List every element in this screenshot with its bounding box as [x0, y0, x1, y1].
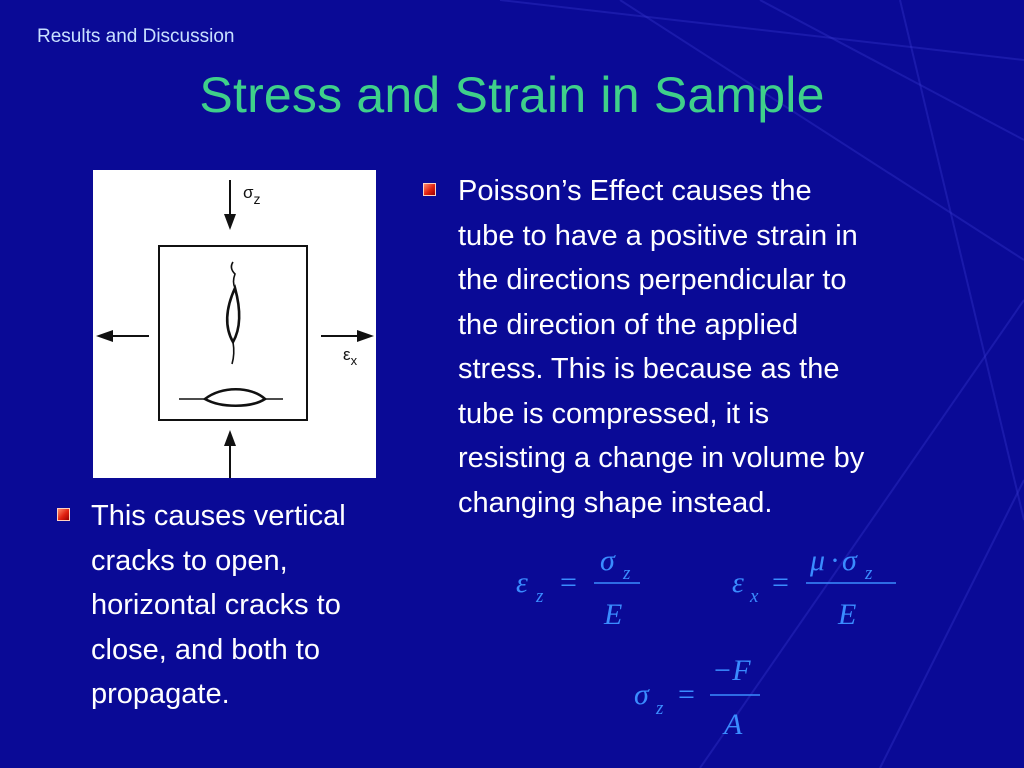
bottom-arrow	[224, 430, 236, 478]
text-line: the directions perpendicular to	[458, 264, 847, 296]
svg-text:z: z	[536, 586, 544, 607]
vertical-crack	[227, 262, 239, 364]
slide-title: Stress and Strain in Sample	[199, 67, 825, 123]
svg-text:ε: ε	[732, 566, 744, 599]
svg-text:σ: σ	[634, 678, 649, 711]
text-line: This causes vertical	[91, 500, 346, 532]
text-line: stress. This is because as the	[458, 353, 840, 385]
text-line: the direction of the applied	[458, 308, 799, 341]
horizontal-crack	[179, 389, 283, 406]
sigma-label: $\sigma_z$	[243, 183, 261, 207]
svg-text:E: E	[838, 598, 857, 631]
epsilon-label: $\varepsilon_x$	[343, 345, 358, 368]
svg-text:−F: −F	[712, 654, 751, 687]
svg-text:·: ·	[830, 544, 840, 577]
cracks-text	[91, 494, 431, 717]
stress-diagram	[93, 170, 376, 478]
text-line: cracks to open,	[91, 544, 288, 577]
text-line: tube is compressed, it is	[458, 397, 770, 430]
poisson-effect-text	[458, 169, 998, 525]
svg-text:A: A	[724, 708, 743, 741]
svg-text:=: =	[678, 678, 695, 711]
bullet-marker	[57, 508, 70, 521]
left-arrow	[96, 330, 149, 342]
bullet-marker	[423, 183, 436, 196]
text-line: horizontal cracks to	[91, 589, 341, 621]
svg-text:E: E	[604, 598, 623, 631]
svg-text:ε: ε	[516, 566, 528, 599]
svg-text:x: x	[750, 586, 759, 607]
svg-text:z: z	[623, 563, 631, 584]
svg-text:z: z	[865, 563, 873, 584]
svg-text:=: =	[772, 566, 789, 599]
svg-text:σ: σ	[842, 544, 857, 577]
svg-text:=: =	[560, 566, 577, 599]
equation-stress	[628, 648, 778, 743]
text-line: tube to have a positive strain in	[458, 219, 858, 252]
text-line: changing shape instead.	[458, 486, 773, 519]
equation-strain-x	[726, 540, 906, 635]
svg-text:μ: μ	[810, 544, 826, 577]
svg-text:z: z	[656, 698, 664, 719]
section-label: Results and Discussion	[37, 26, 235, 47]
text-line: resisting a change in volume by	[458, 442, 865, 474]
text-line: propagate.	[91, 678, 230, 710]
equation-strain-z	[510, 540, 660, 635]
svg-text:σ: σ	[600, 544, 615, 577]
right-arrow	[321, 330, 374, 342]
text-line: close, and both to	[91, 633, 320, 666]
text-line: Poisson’s Effect causes the	[458, 175, 812, 207]
top-arrow	[224, 180, 236, 230]
